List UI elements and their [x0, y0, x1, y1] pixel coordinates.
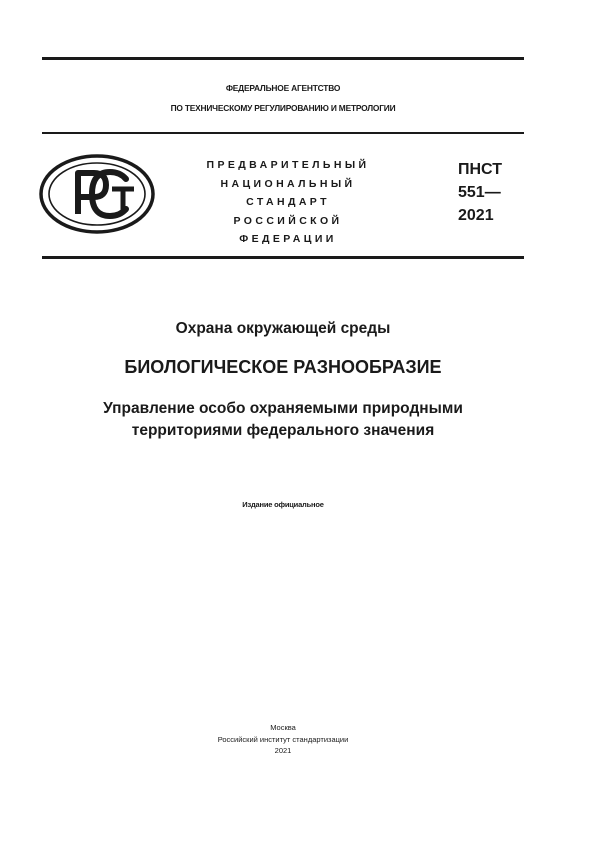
title-sub-line-2: территориями федерального значения	[131, 422, 435, 439]
lower-divider	[42, 256, 524, 259]
standard-type-line-2: НАЦИОНАЛЬНЫЙ	[220, 177, 356, 190]
designation-code: ПНСТ	[458, 161, 502, 178]
standard-type-line-3: СТАНДАРТ	[246, 196, 330, 208]
title-group: Охрана окружающей среды	[175, 320, 391, 337]
gost-r-mark-icon	[38, 152, 156, 236]
standard-type-line-5: ФЕДЕРАЦИИ	[239, 233, 337, 245]
standard-type-line-4: РОССИЙСКОЙ	[233, 214, 343, 227]
imprint	[42, 722, 524, 757]
title-sub-line-1: Управление особо охраняемыми природными	[103, 400, 463, 417]
standard-type-line-1: ПРЕДВАРИТЕЛЬНЫЙ	[206, 159, 370, 171]
standard-type	[188, 156, 388, 249]
top-rule	[42, 57, 524, 60]
agency-line-2: ПО ТЕХНИЧЕСКОМУ РЕГУЛИРОВАНИЮ И МЕТРОЛОГИИ	[170, 103, 396, 113]
imprint-publisher: Российский институт стандартизации	[217, 734, 349, 744]
imprint-city: Москва	[270, 723, 296, 732]
title-sub	[42, 398, 524, 442]
agency-header	[42, 78, 524, 118]
title-main: БИОЛОГИЧЕСКОЕ РАЗНООБРАЗИЕ	[124, 357, 442, 377]
edition-note: Издание официальное	[242, 500, 324, 509]
imprint-year: 2021	[274, 746, 292, 755]
designation-year: 2021	[458, 207, 494, 224]
upper-divider	[42, 132, 524, 134]
designation-number: 551—	[458, 184, 501, 201]
standard-designation	[458, 158, 502, 227]
agency-line-1: ФЕДЕРАЛЬНОЕ АГЕНТСТВО	[225, 83, 341, 93]
